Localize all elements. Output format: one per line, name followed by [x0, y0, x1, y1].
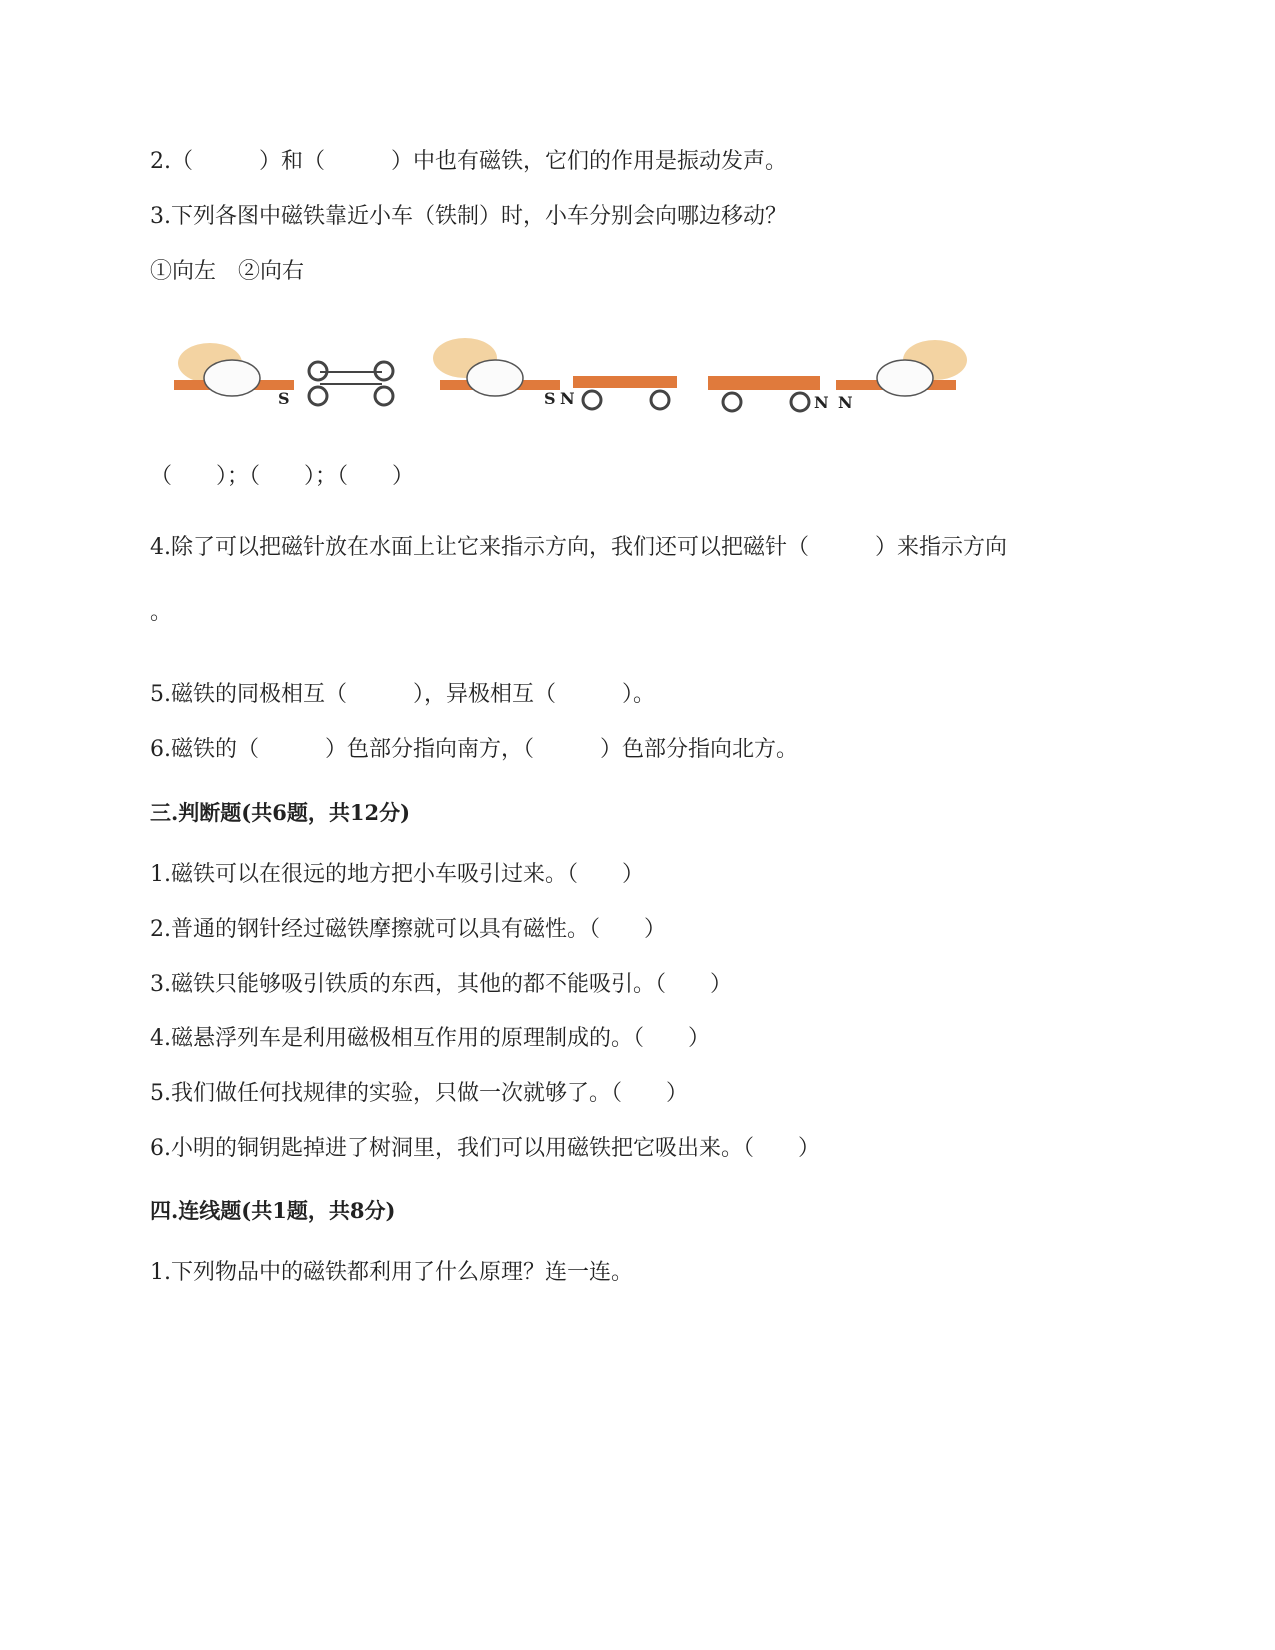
magnet-car-illustration [160, 338, 1020, 438]
question-fill-3: 3.下列各图中磁铁靠近小车（铁制）时，小车分别会向哪边移动？ [150, 204, 787, 229]
question-fill-4-line1: 4.除了可以把磁针放在水面上让它来指示方向，我们还可以把磁针（ ）来指示方向 [150, 535, 1007, 560]
hand-1 [204, 360, 260, 396]
question-fill-3-options: ①向左 ②向右 [150, 259, 305, 284]
section-header-judge: 三.判断题(共6题，共12分) [150, 800, 411, 825]
question-fill-3-answers: （ ）；（ ）；（ ） [150, 464, 415, 489]
section-header-match: 四.连线题(共1题，共8分) [150, 1198, 396, 1223]
pole-label-2a: S [544, 389, 556, 408]
match-item: 1.下列物品中的磁铁都利用了什么原理？连一连。 [150, 1260, 633, 1285]
car-magnet-2 [573, 376, 677, 388]
pole-label-3a: N [814, 393, 829, 412]
wheel-3a [723, 393, 741, 411]
magnet-car-figure [160, 338, 1020, 438]
wheel-3b [791, 393, 809, 411]
question-fill-4-line2: 。 [150, 600, 173, 625]
question-fill-5: 5.磁铁的同极相互（ ），异极相互（ ）。 [150, 682, 655, 707]
wheel-2a [583, 391, 601, 409]
panel-2 [433, 338, 677, 409]
hand-3 [877, 360, 933, 396]
judge-item: 5.我们做任何找规律的实验，只做一次就够了。（ ） [150, 1081, 688, 1106]
panel-1 [174, 343, 393, 408]
judge-item: 2.普通的钢针经过磁铁摩擦就可以具有磁性。（ ） [150, 917, 666, 942]
judge-item: 6.小明的铜钥匙掉进了树洞里，我们可以用磁铁把它吸出来。（ ） [150, 1136, 820, 1161]
judge-item: 4.磁悬浮列车是利用磁极相互作用的原理制成的。（ ） [150, 1026, 710, 1051]
judge-item: 1.磁铁可以在很远的地方把小车吸引过来。（ ） [150, 862, 644, 887]
wheel-1d [375, 387, 393, 405]
pole-label-2b: N [560, 389, 575, 408]
pole-label-3b: N [838, 393, 853, 412]
hand-2 [467, 360, 523, 396]
car-magnet-3 [708, 376, 820, 390]
wheel-2b [651, 391, 669, 409]
judge-item: 3.磁铁只能够吸引铁质的东西，其他的都不能吸引。（ ） [150, 972, 732, 997]
question-fill-2: 2.（ ）和（ ）中也有磁铁，它们的作用是振动发声。 [150, 149, 787, 174]
panel-3 [708, 340, 967, 412]
question-fill-6: 6.磁铁的（ ）色部分指向南方，（ ）色部分指向北方。 [150, 737, 798, 762]
pole-label-1: S [278, 389, 290, 408]
wheel-1c [309, 387, 327, 405]
